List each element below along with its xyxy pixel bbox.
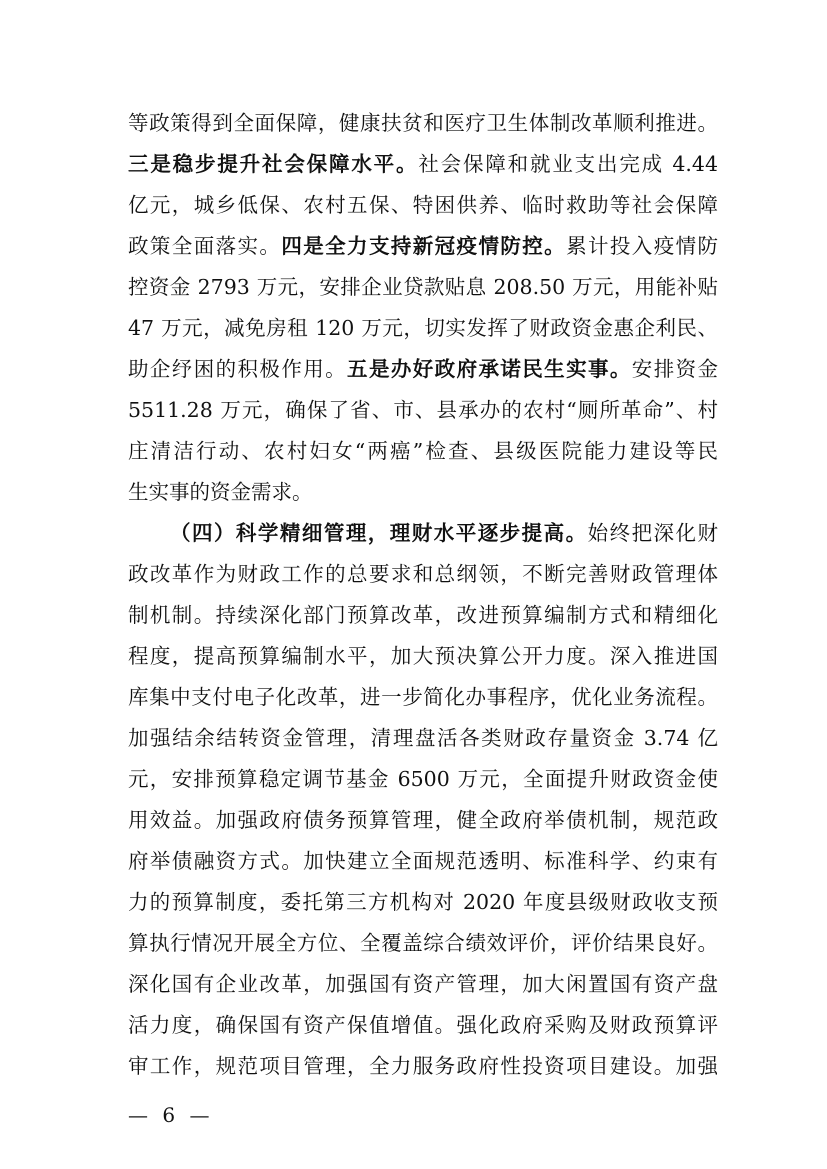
body-text: 亿元，城乡低保、农村五保、特困供养、临时救助等社会保障 [128, 193, 718, 217]
body-text: 算执行情况开展全方位、全覆盖综合绩效评价，评价结果良好。 [128, 931, 718, 955]
body-text: 控资金 2793 万元，安排企业贷款贴息 208.50 万元，用能补贴 [128, 275, 718, 299]
text-line [128, 882, 718, 922]
body-text: 活力度，确保国有资产保值增值。强化政府采购及财政预算评 [128, 1013, 718, 1037]
body-text: 库集中支付电子化改革，进一步简化办事程序，优化业务流程。 [128, 685, 718, 709]
text-line [128, 1005, 718, 1045]
text-line [128, 964, 718, 1004]
body-text: 程度，提高预算编制水平，加大预决算公开力度。深入推进国 [128, 644, 718, 668]
bold-heading: 五是办好政府承诺民生实事。 [347, 357, 632, 381]
text-line [128, 595, 718, 635]
text-line [128, 472, 718, 512]
body-text: 社会保障和就业支出完成 4.44 [418, 152, 719, 176]
text-line [128, 349, 718, 389]
text-line [128, 800, 718, 840]
text-line [128, 103, 718, 143]
body-text: 审工作，规范项目管理，全力服务政府性投资项目建设。加强 [128, 1054, 718, 1078]
body-text: 力的预算制度，委托第三方机构对 2020 年度县级财政收支预 [128, 890, 718, 914]
text-line [170, 513, 718, 553]
body-text: 5511.28 万元，确保了省、市、县承办的农村“厕所革命”、村 [128, 398, 718, 422]
body-text: 始终把深化财 [587, 521, 719, 545]
page-number: — 6 — [128, 1103, 214, 1127]
text-line [128, 759, 718, 799]
text-line [128, 554, 718, 594]
text-line [128, 267, 718, 307]
body-text: 等政策得到全面保障，健康扶贫和医疗卫生体制改革顺利推进。 [128, 111, 718, 135]
body-text: 庄清洁行动、农村妇女“两癌”检查、县级医院能力建设等民 [128, 439, 718, 463]
body-text: 生实事的资金需求。 [128, 480, 313, 504]
body-text: 制机制。持续深化部门预算改革，改进预算编制方式和精细化 [128, 603, 718, 627]
text-line [128, 718, 718, 758]
text-line [128, 144, 718, 184]
text-line [128, 636, 718, 676]
text-line [128, 923, 718, 963]
text-line [128, 390, 718, 430]
body-text: 助企纾困的积极作用。 [128, 357, 348, 381]
section-heading: （四）科学精细管理，理财水平逐步提高。 [170, 521, 588, 545]
body-text: 府举债融资方式。加快建立全面规范透明、标准科学、约束有 [128, 849, 718, 873]
body-text: 加强结余结转资金管理，清理盘活各类财政存量资金 3.74 亿 [128, 726, 718, 750]
text-line [128, 677, 718, 717]
text-line [128, 226, 718, 266]
body-text: 用效益。加强政府债务预算管理，健全政府举债机制，规范政 [128, 808, 718, 832]
text-line [128, 185, 718, 225]
body-text: 政策全面落实。 [128, 234, 282, 258]
text-line [128, 1046, 718, 1086]
text-line [128, 431, 718, 471]
bold-heading: 四是全力支持新冠疫情防控。 [281, 234, 567, 258]
body-text: 深化国有企业改革，加强国有资产管理，加大闲置国有资产盘 [128, 972, 718, 996]
body-text: 累计投入疫情防 [566, 234, 719, 258]
body-text: 元，安排预算稳定调节基金 6500 万元，全面提升财政资金使 [128, 767, 718, 791]
body-text: 政改革作为财政工作的总要求和总纲领，不断完善财政管理体 [128, 562, 718, 586]
body-text: 安排资金 [631, 357, 719, 381]
bold-heading: 三是稳步提升社会保障水平。 [128, 152, 419, 176]
text-line [128, 308, 718, 348]
text-line [128, 841, 718, 881]
body-text: 47 万元，减免房租 120 万元，切实发挥了财政资金惠企利民、 [128, 316, 718, 340]
